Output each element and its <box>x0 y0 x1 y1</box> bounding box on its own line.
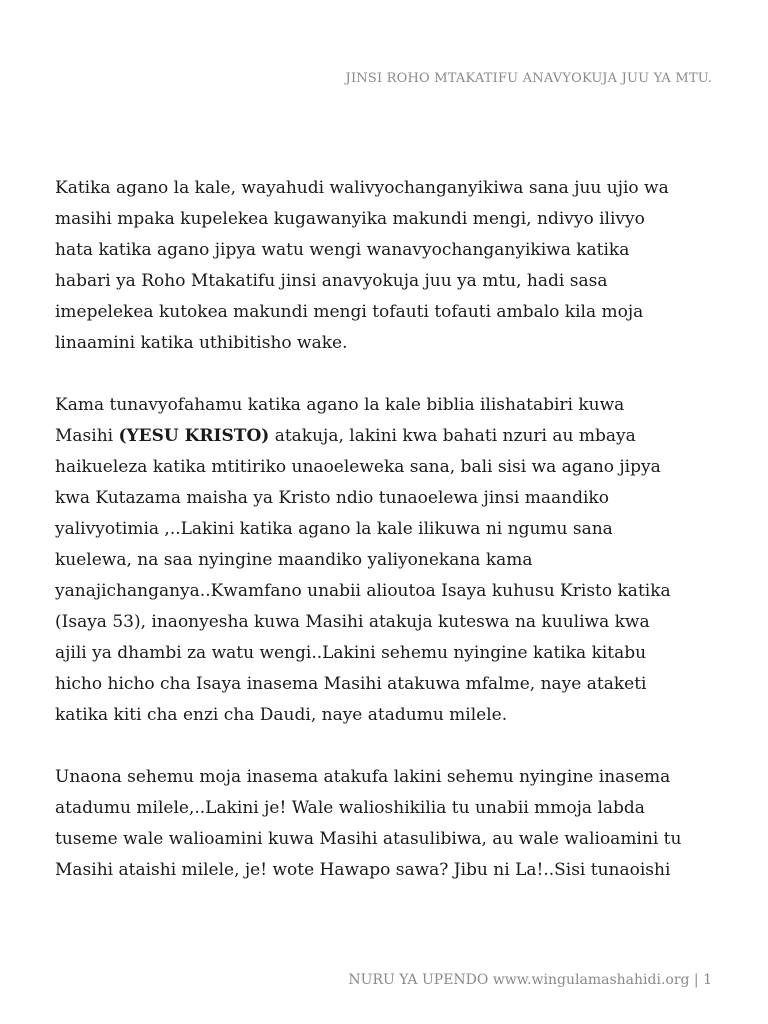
text-line: linaamini katika uthibitisho wake. <box>55 333 348 353</box>
text-line: Masihi ataishi milele, je! wote Hawapo sawa? Jibu ni La!..Sisi tunaoishi <box>55 860 671 880</box>
text-line: Katika agano la kale, wayahudi walivyochanganyikiwa sana juu ujio wa <box>55 178 669 198</box>
text-line: kwa Kutazama maisha ya Kristo ndio tunaoelewa jinsi maandiko <box>55 488 609 508</box>
text-line: Unaona sehemu moja inasema atakufa lakini sehemu nyingine inasema <box>55 767 671 787</box>
text-line: imepelekea kutokea makundi mengi tofauti tofauti ambalo kila moja <box>55 302 644 322</box>
page-footer: NURU YA UPENDO www.wingulamashahidi.org | 1 <box>348 972 712 988</box>
page-header-title: JINSI ROHO MTAKATIFU ANAVYOKUJA JUU YA MTU. <box>345 71 712 86</box>
paragraph <box>55 175 725 361</box>
paragraph <box>55 764 725 888</box>
text-line: haikueleza katika mtitiriko unaoeleweka sana, bali sisi wa agano jipya <box>55 457 661 477</box>
paragraph <box>55 392 725 733</box>
text-line: yanajichanganya..Kwamfano unabii alioutoa Isaya kuhusu Kristo katika <box>55 581 671 601</box>
text-line: yalivyotimia ,..Lakini katika agano la kale ilikuwa ni ngumu sana <box>55 519 613 539</box>
text-line: (Isaya 53), inaonyesha kuwa Masihi atakuja kuteswa na kuuliwa kwa <box>55 612 650 632</box>
text-segment: atakuja, lakini kwa bahati nzuri au mbaya <box>269 426 636 446</box>
text-segment: Masihi <box>55 426 119 446</box>
text-line: hicho hicho cha Isaya inasema Masihi atakuwa mfalme, naye ataketi <box>55 674 647 694</box>
emphasis-name: (YESU KRISTO) <box>118 426 270 446</box>
text-line: atadumu milele,..Lakini je! Wale walioshikilia tu unabii mmoja labda <box>55 798 645 818</box>
text-line: katika kiti cha enzi cha Daudi, naye atadumu milele. <box>55 705 508 725</box>
text-line <box>55 423 725 454</box>
text-line: tuseme wale walioamini kuwa Masihi atasulibiwa, au wale walioamini tu <box>55 829 682 849</box>
document-body <box>55 175 725 888</box>
text-line: masihi mpaka kupelekea kugawanyika makundi mengi, ndivyo ilivyo <box>55 209 645 229</box>
text-line: Kama tunavyofahamu katika agano la kale biblia ilishatabiri kuwa <box>55 395 625 415</box>
text-line: habari ya Roho Mtakatifu jinsi anavyokuja juu ya mtu, hadi sasa <box>55 271 608 291</box>
text-line: ajili ya dhambi za watu wengi..Lakini sehemu nyingine katika kitabu <box>55 643 647 663</box>
text-line: hata katika agano jipya watu wengi wanavyochanganyikiwa katika <box>55 240 630 260</box>
text-line: kuelewa, na saa nyingine maandiko yaliyonekana kama <box>55 550 533 570</box>
